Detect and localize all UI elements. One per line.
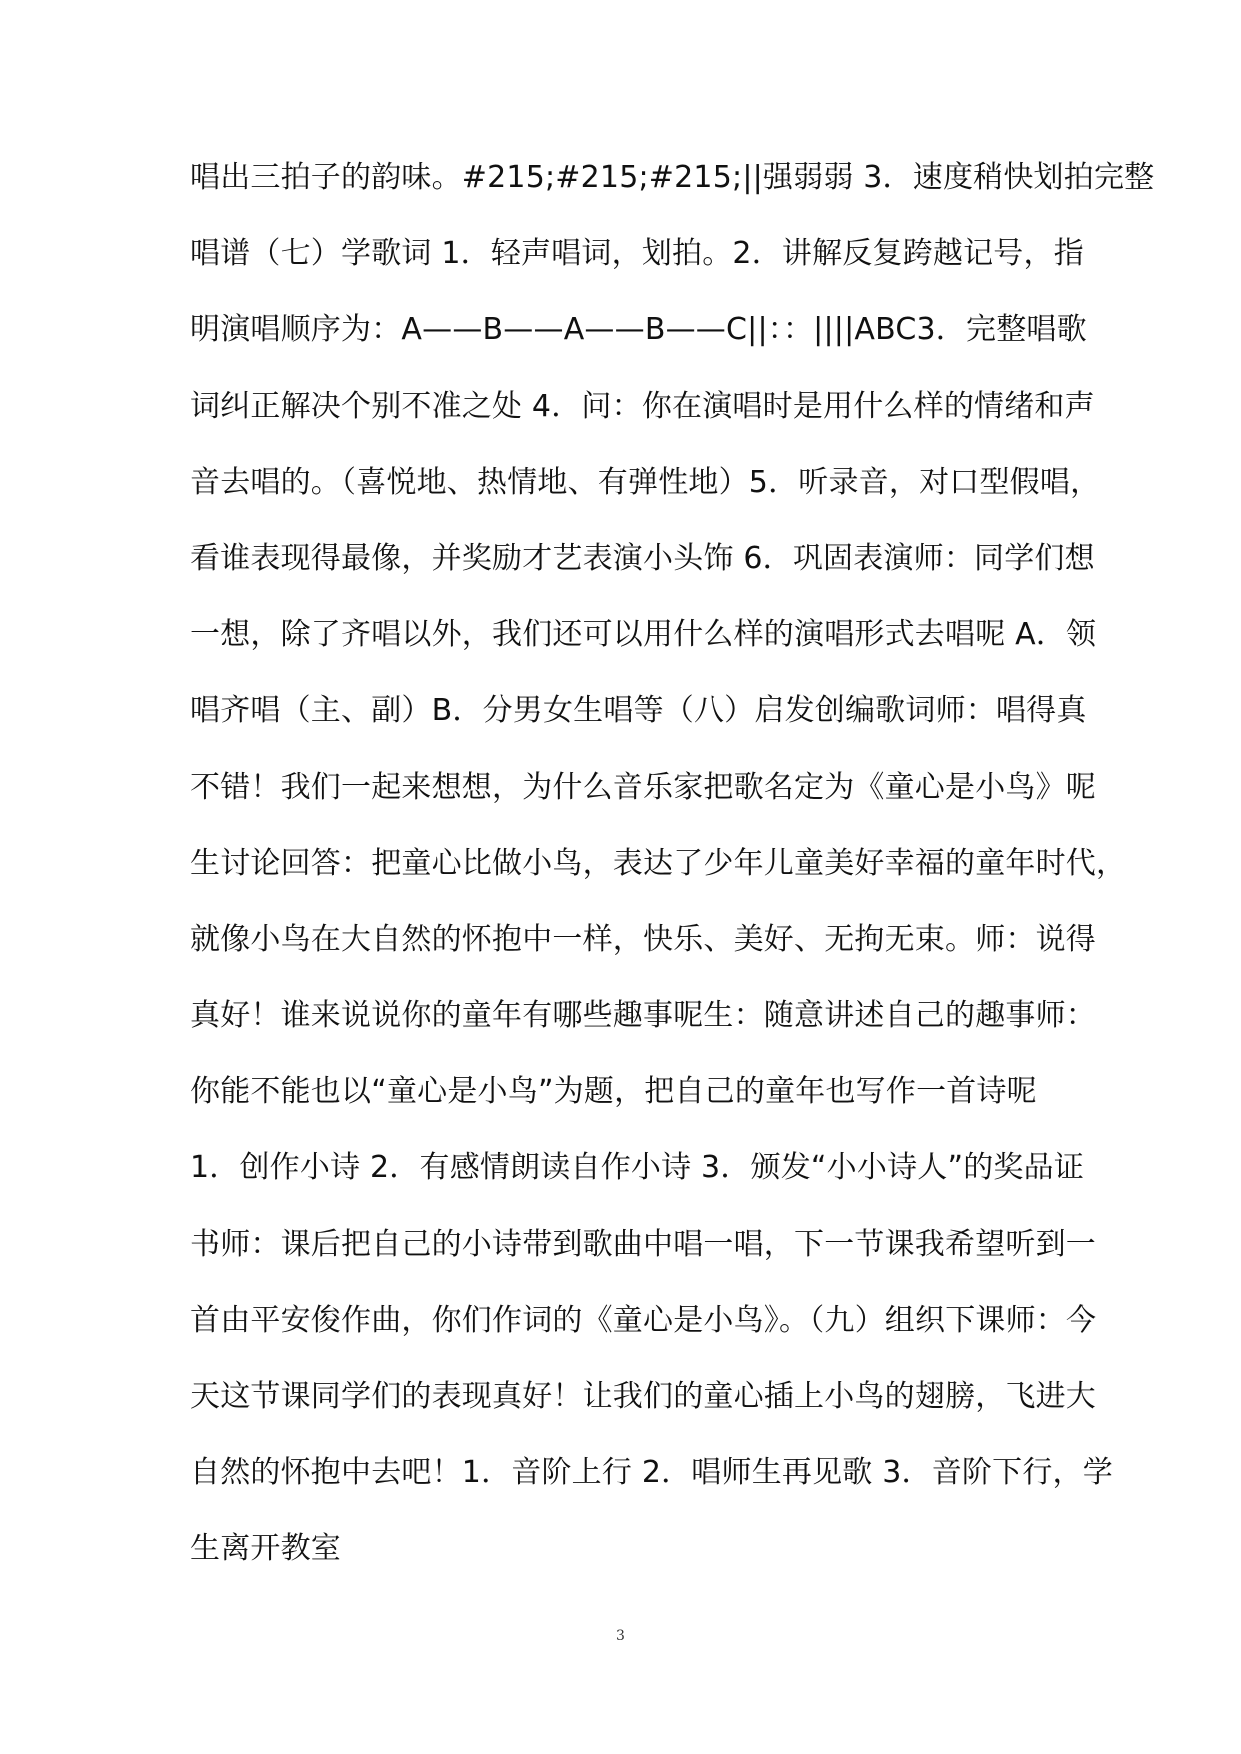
text-line: 一想，除了齐唱以外，我们还可以用什么样的演唱形式去唱呢 A．领	[190, 617, 1097, 653]
text-line: 1．创作小诗 2．有感情朗读自作小诗 3．颁发“小小诗人”的奖品证	[190, 1150, 1085, 1186]
text-line: 音去唱的。（喜悦地、热情地、有弹性地）5．听录音，对口型假唱，	[190, 464, 1101, 500]
text-line: 不错！我们一起来想想，为什么音乐家把歌名定为《童心是小鸟》呢	[190, 769, 1096, 805]
page-number: 3	[616, 1628, 625, 1644]
text-line: 天这节课同学们的表现真好！让我们的童心插上小鸟的翅膀，飞进大	[190, 1379, 1096, 1414]
text-line: 唱谱（七）学歌词 1．轻声唱词，划拍。2．讲解反复跨越记号，指	[190, 236, 1084, 272]
text-line: 生离开教室	[190, 1531, 341, 1567]
text-line: 唱出三拍子的韵味。#215;#215;#215;||强弱弱 3．速度稍快划拍完整	[190, 160, 1155, 195]
text-line: 唱齐唱（主、副）B．分男女生唱等（八）启发创编歌词师：唱得真	[190, 693, 1087, 729]
text-line: 就像小鸟在大自然的怀抱中一样，快乐、美好、无拘无束。师：说得	[190, 921, 1096, 957]
text-line: 首由平安俊作曲，你们作词的《童心是小鸟》。（九）组织下课师：今	[190, 1302, 1097, 1338]
text-line: 自然的怀抱中去吧！1．音阶上行 2．唱师生再见歌 3．音阶下行，学	[190, 1455, 1113, 1491]
text-line: 词纠正解决个别不准之处 4．问：你在演唱时是用什么样的情绪和声	[190, 388, 1095, 424]
text-line: 真好！谁来说说你的童年有哪些趣事呢生：随意讲述自己的趣事师：	[190, 998, 1096, 1034]
text-line: 书师：课后把自己的小诗带到歌曲中唱一唱，下一节课我希望听到一	[190, 1226, 1096, 1262]
text-line: 生讨论回答：把童心比做小鸟，表达了少年儿童美好幸福的童年时代，	[190, 845, 1127, 881]
text-line: 看谁表现得最像，并奖励才艺表演小头饰 6．巩固表演师：同学们想	[190, 540, 1095, 576]
text-line: 你能不能也以“童心是小鸟”为题，把自己的童年也写作一首诗呢	[190, 1074, 1037, 1110]
text-line: 明演唱顺序为：A——B——A——B——C||：：||||ABC3．完整唱歌	[190, 312, 1087, 348]
body-text	[190, 140, 1155, 1588]
